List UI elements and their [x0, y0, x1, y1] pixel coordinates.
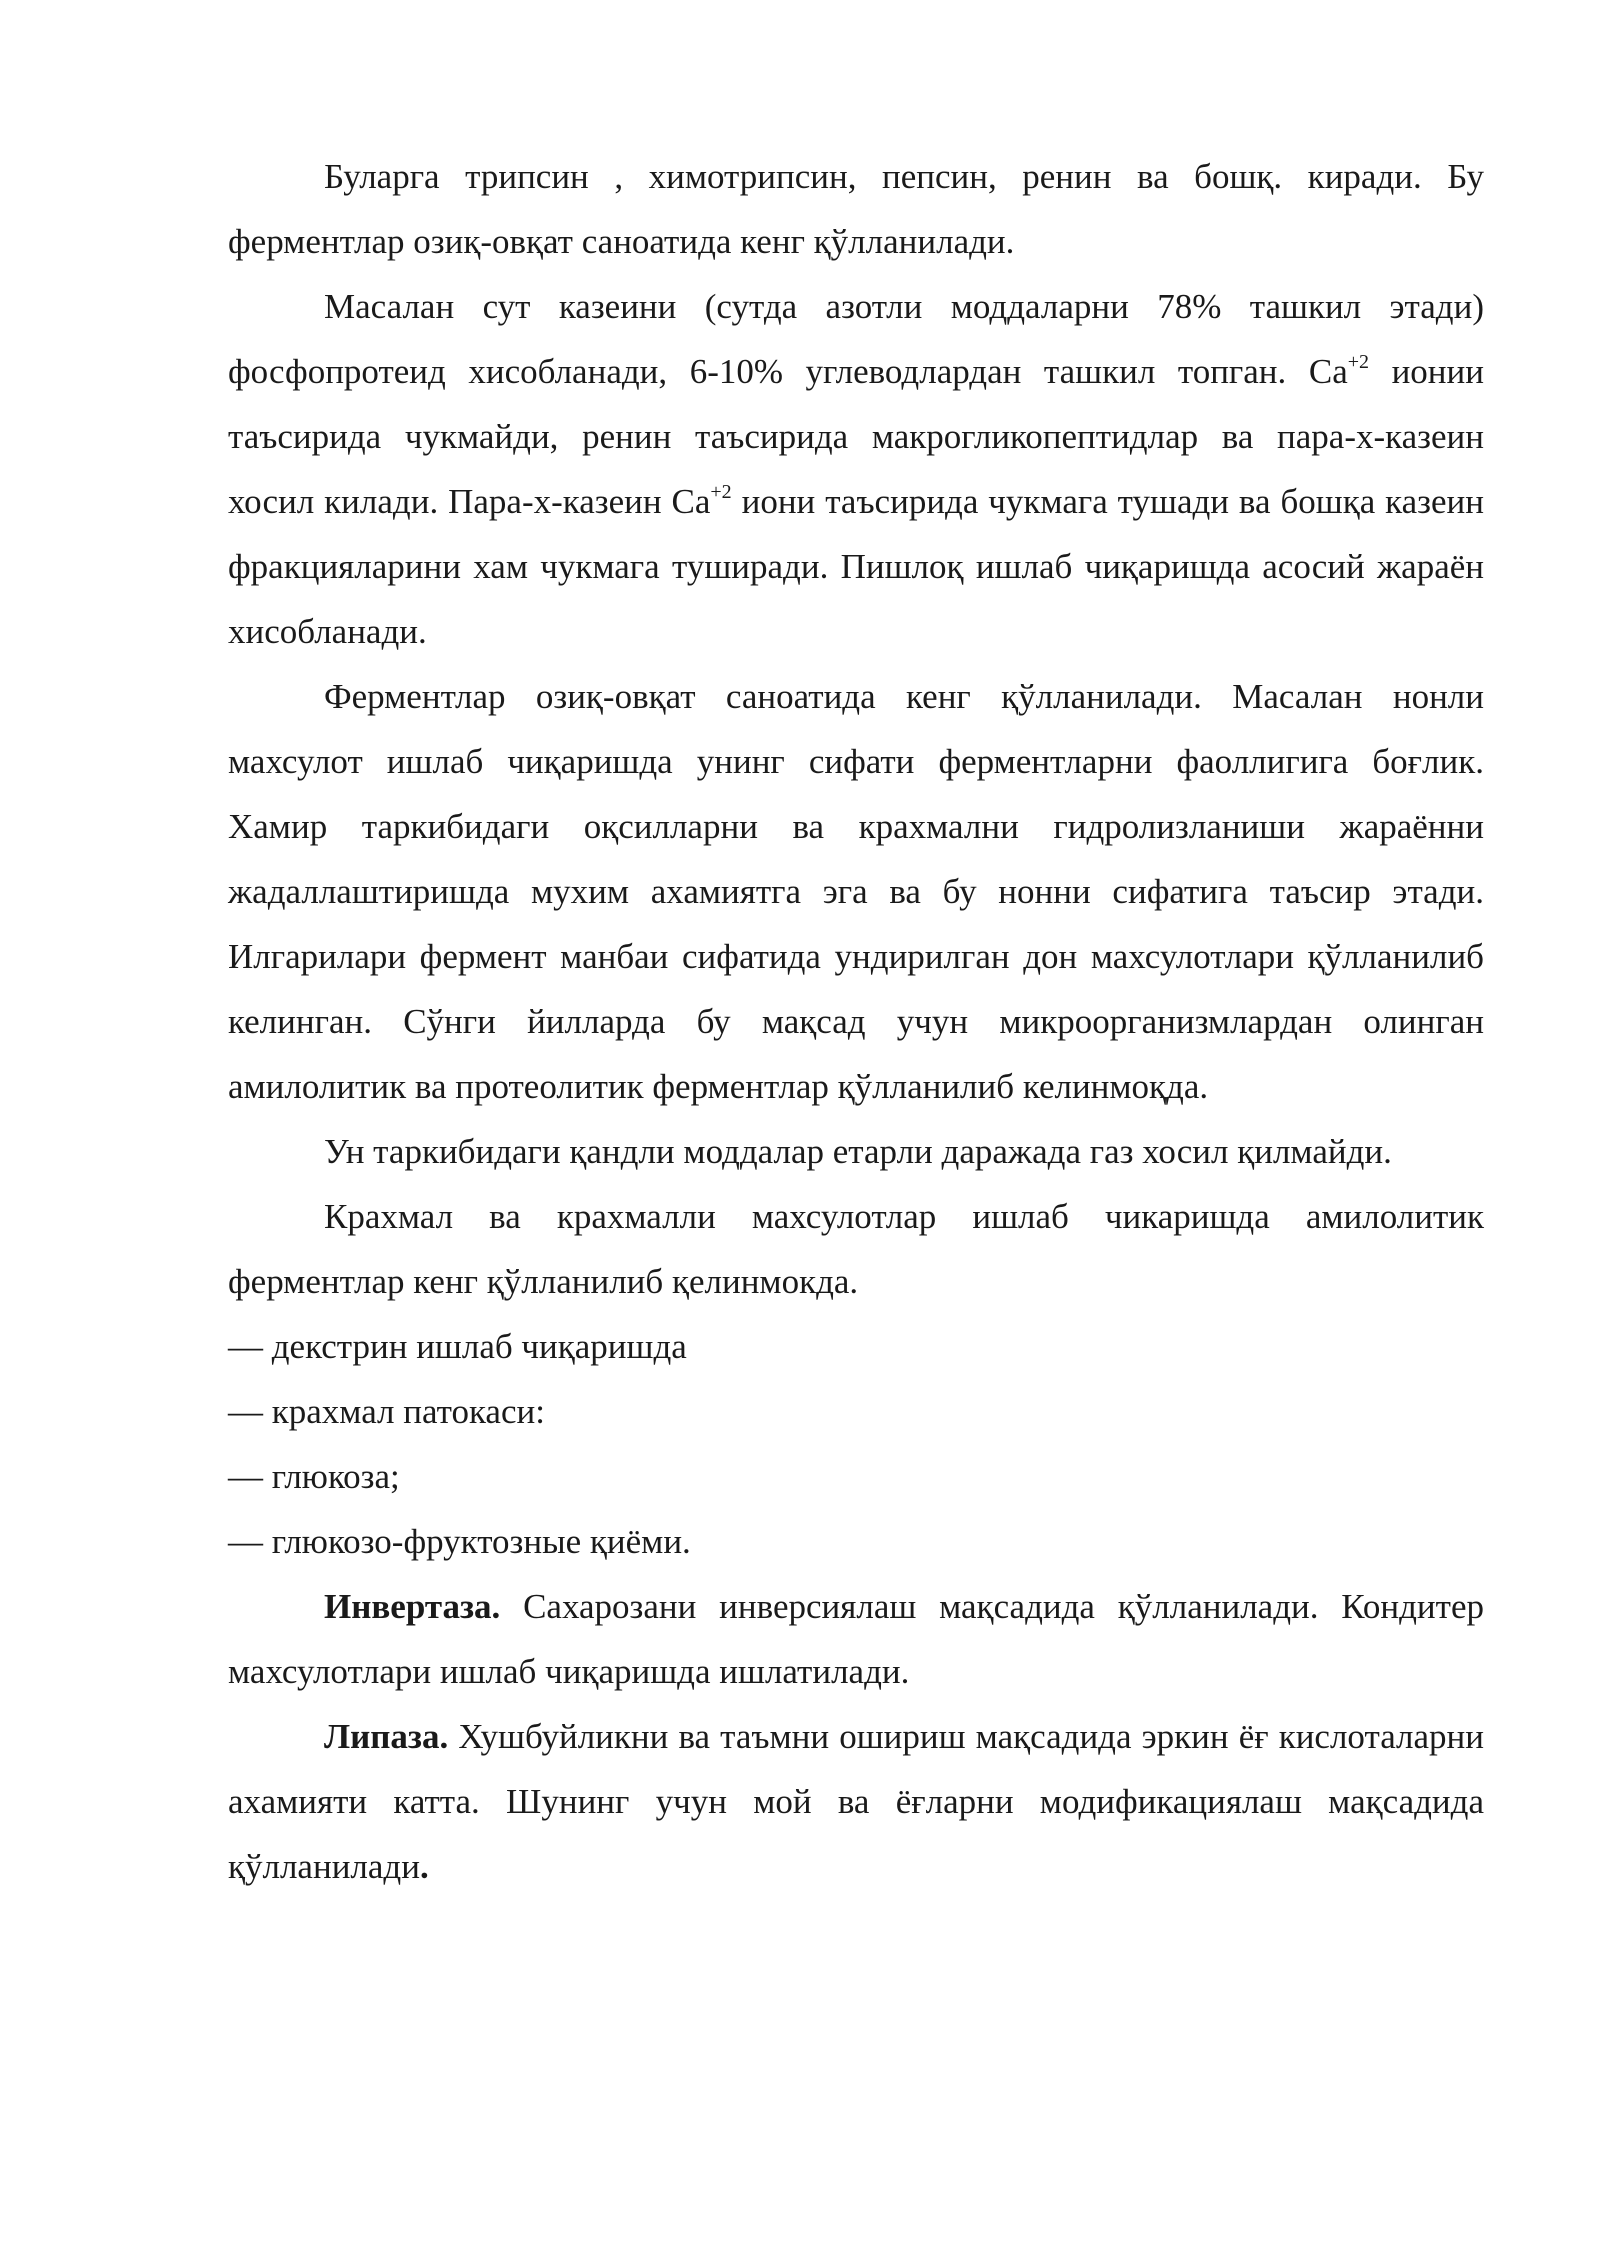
term-invertase: Инвертаза. [324, 1587, 501, 1626]
paragraph-starch-products: Крахмал ва крахмалли махсулотлар ишлаб чикаришда амилолитик ферментлар кенг қўлланилиб қелинмокда. [228, 1197, 1484, 1301]
paragraph-casein [228, 274, 1484, 664]
casein-text-2: ионии таъсирида чукмайди, ренин таъсирида макрогликопептидлар ва пара-х-казеин хосил килади. Пара-х-казеин Ca [228, 352, 1484, 521]
casein-text-3: иони таъсирида чукмага тушади ва бошқа казеин фракцияларини хам чукмага туширади. Пишлоқ ишлаб чиқаришда асосий жараён хисобланади. [228, 482, 1484, 651]
list-item: — крахмал патокаси: [228, 1392, 545, 1431]
document-body [228, 144, 1484, 1899]
list-item: — глюкозо-фруктозные қиёми. [228, 1522, 691, 1561]
paragraph-bread-enzymes: Ферментлар озиқ-овқат саноатида кенг қўлланилади. Масалан нонли махсулот ишлаб чиқаришда унинг сифати ферментларни фаоллигига боғлик. Хамир таркибидаги оқсилларни ва крахмални гидролизланиши жараённи жадаллаштиришда мухим ахамиятга эга ва бу нонни сифатига таъсир этади. Илгарилари фермент манбаи сифатида ундирилган дон махсулотлари қўлланилиб келинган. Сўнги йилларда бу мақсад учун микроорганизмлардан олинган амилолитик ва протеолитик ферментлар қўлланилиб келинмоқда. [228, 677, 1484, 1106]
paragraph-invertase [228, 1574, 1484, 1704]
lipase-end-period: . [419, 1847, 429, 1886]
invertase-text: Сахарозани инверсиялаш мақсадида қўлланилади. Кондитер махсулотлари ишлаб чиқаришда ишлатилади. [228, 1587, 1484, 1691]
lipase-text: Хушбуйликни ва таъмни ошириш мақсадида эркин ёғ кислоталарни ахамияти катта. Шунинг учун мой ва ёғларни модификациялаш мақсадида қўлланилади [228, 1717, 1484, 1886]
casein-text-1: Масалан сут казеини (сутда азотли моддаларни 78% ташкил этади) фосфопротеид хисобланади, 6-10% углеводлардан ташкил топган. Ca [228, 287, 1484, 391]
paragraph-enzymes-list: Буларга трипсин , химотрипсин, пепсин, ренин ва бошқ. киради. Бу ферментлар озиқ-овқат саноатида кенг қўлланилади. [228, 157, 1484, 261]
list-item: — декстрин ишлаб чиқаришда [228, 1327, 687, 1366]
list-item: — глюкоза; [228, 1457, 400, 1496]
calcium-charge-1: +2 [1347, 351, 1370, 374]
term-lipase: Липаза. [324, 1717, 449, 1756]
paragraph-lipase [228, 1704, 1484, 1899]
calcium-charge-2: +2 [710, 481, 732, 504]
paragraph-flour-sugars: Ун таркибидаги қандли моддалар етарли даражада газ хосил қилмайди. [324, 1132, 1392, 1171]
